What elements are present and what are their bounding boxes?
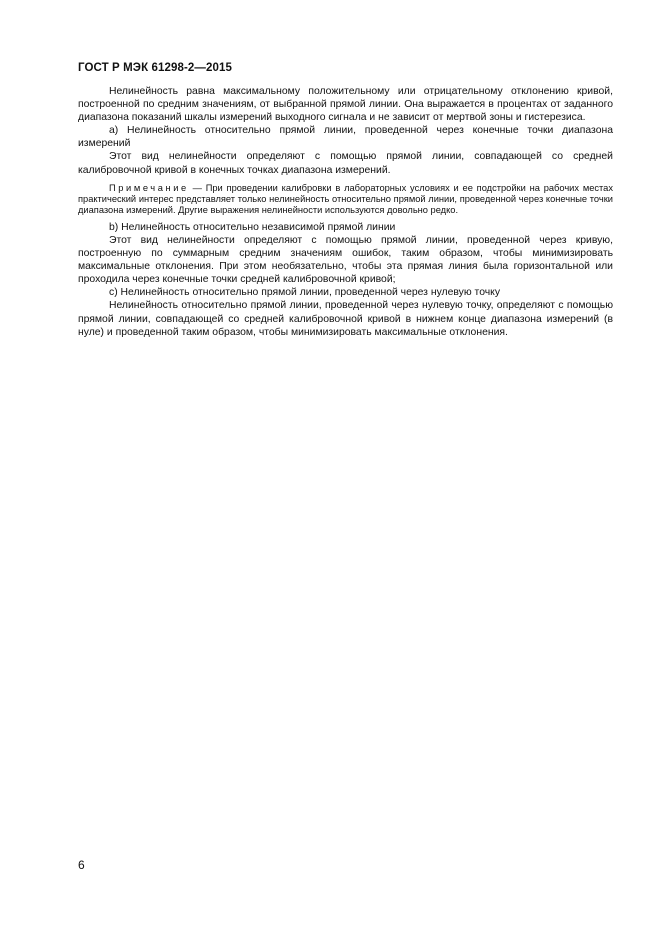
page-number: 6 bbox=[78, 858, 85, 872]
note bbox=[78, 183, 613, 217]
paragraph-item-c-heading: c) Нелинейность относительно прямой линии, проведенной через нулевую точку bbox=[109, 287, 501, 299]
paragraph-nonlinearity-definition: Нелинейность равна максимальному положительному или отрицательному отклонению кривой, построенной по средним значениям, от выбранной прямой линии. Она выражается в процентах от заданного диапазона показаний шкалы измерений выходного сигнала и не зависит от мертвой зоны и гистерезиса. bbox=[78, 86, 613, 124]
paragraph-item-a-heading: а) Нелинейность относительно прямой линии, проведенной через конечные точки диапазона измерений bbox=[78, 125, 613, 150]
paragraph-item-b-description: Этот вид нелинейности определяют с помощью прямой линии, проведенной через кривую, построенную по суммарным средним значениям ошибок, таким образом, чтобы минимизировать максимальные отклонения. При этом необязательно, чтобы эта прямая линия была горизонтальной или проходила через конечные точки средней калибровочной кривой; bbox=[78, 234, 613, 286]
note-text: — При проведении калибровки в лабораторных условиях и ее подстройки на рабочих местах практический интерес представляет только нелинейность относительно прямой линии, проведенной через конечные точки диапазона измерений. Другие выражения нелинейности используются довольно редко. bbox=[78, 182, 613, 216]
standard-header: ГОСТ Р МЭК 61298-2—2015 bbox=[78, 62, 232, 74]
paragraph-item-b-heading: b) Нелинейность относительно независимой прямой линии bbox=[109, 221, 396, 233]
note-label: Примечание bbox=[109, 182, 189, 193]
document-body bbox=[78, 85, 613, 339]
paragraph-item-c-description: Нелинейность относительно прямой линии, проведенной через нулевую точку, определяют с помощью прямой линии, совпадающей со средней калибровочной кривой в нижнем конце диапазона измерений (в нуле) и проведенной таким образом, чтобы минимизировать максимальные отклонения. bbox=[78, 300, 613, 338]
paragraph-item-a-description: Этот вид нелинейности определяют с помощью прямой линии, совпадающей со средней калибровочной кривой в конечных точках диапазона измерений. bbox=[78, 151, 613, 176]
